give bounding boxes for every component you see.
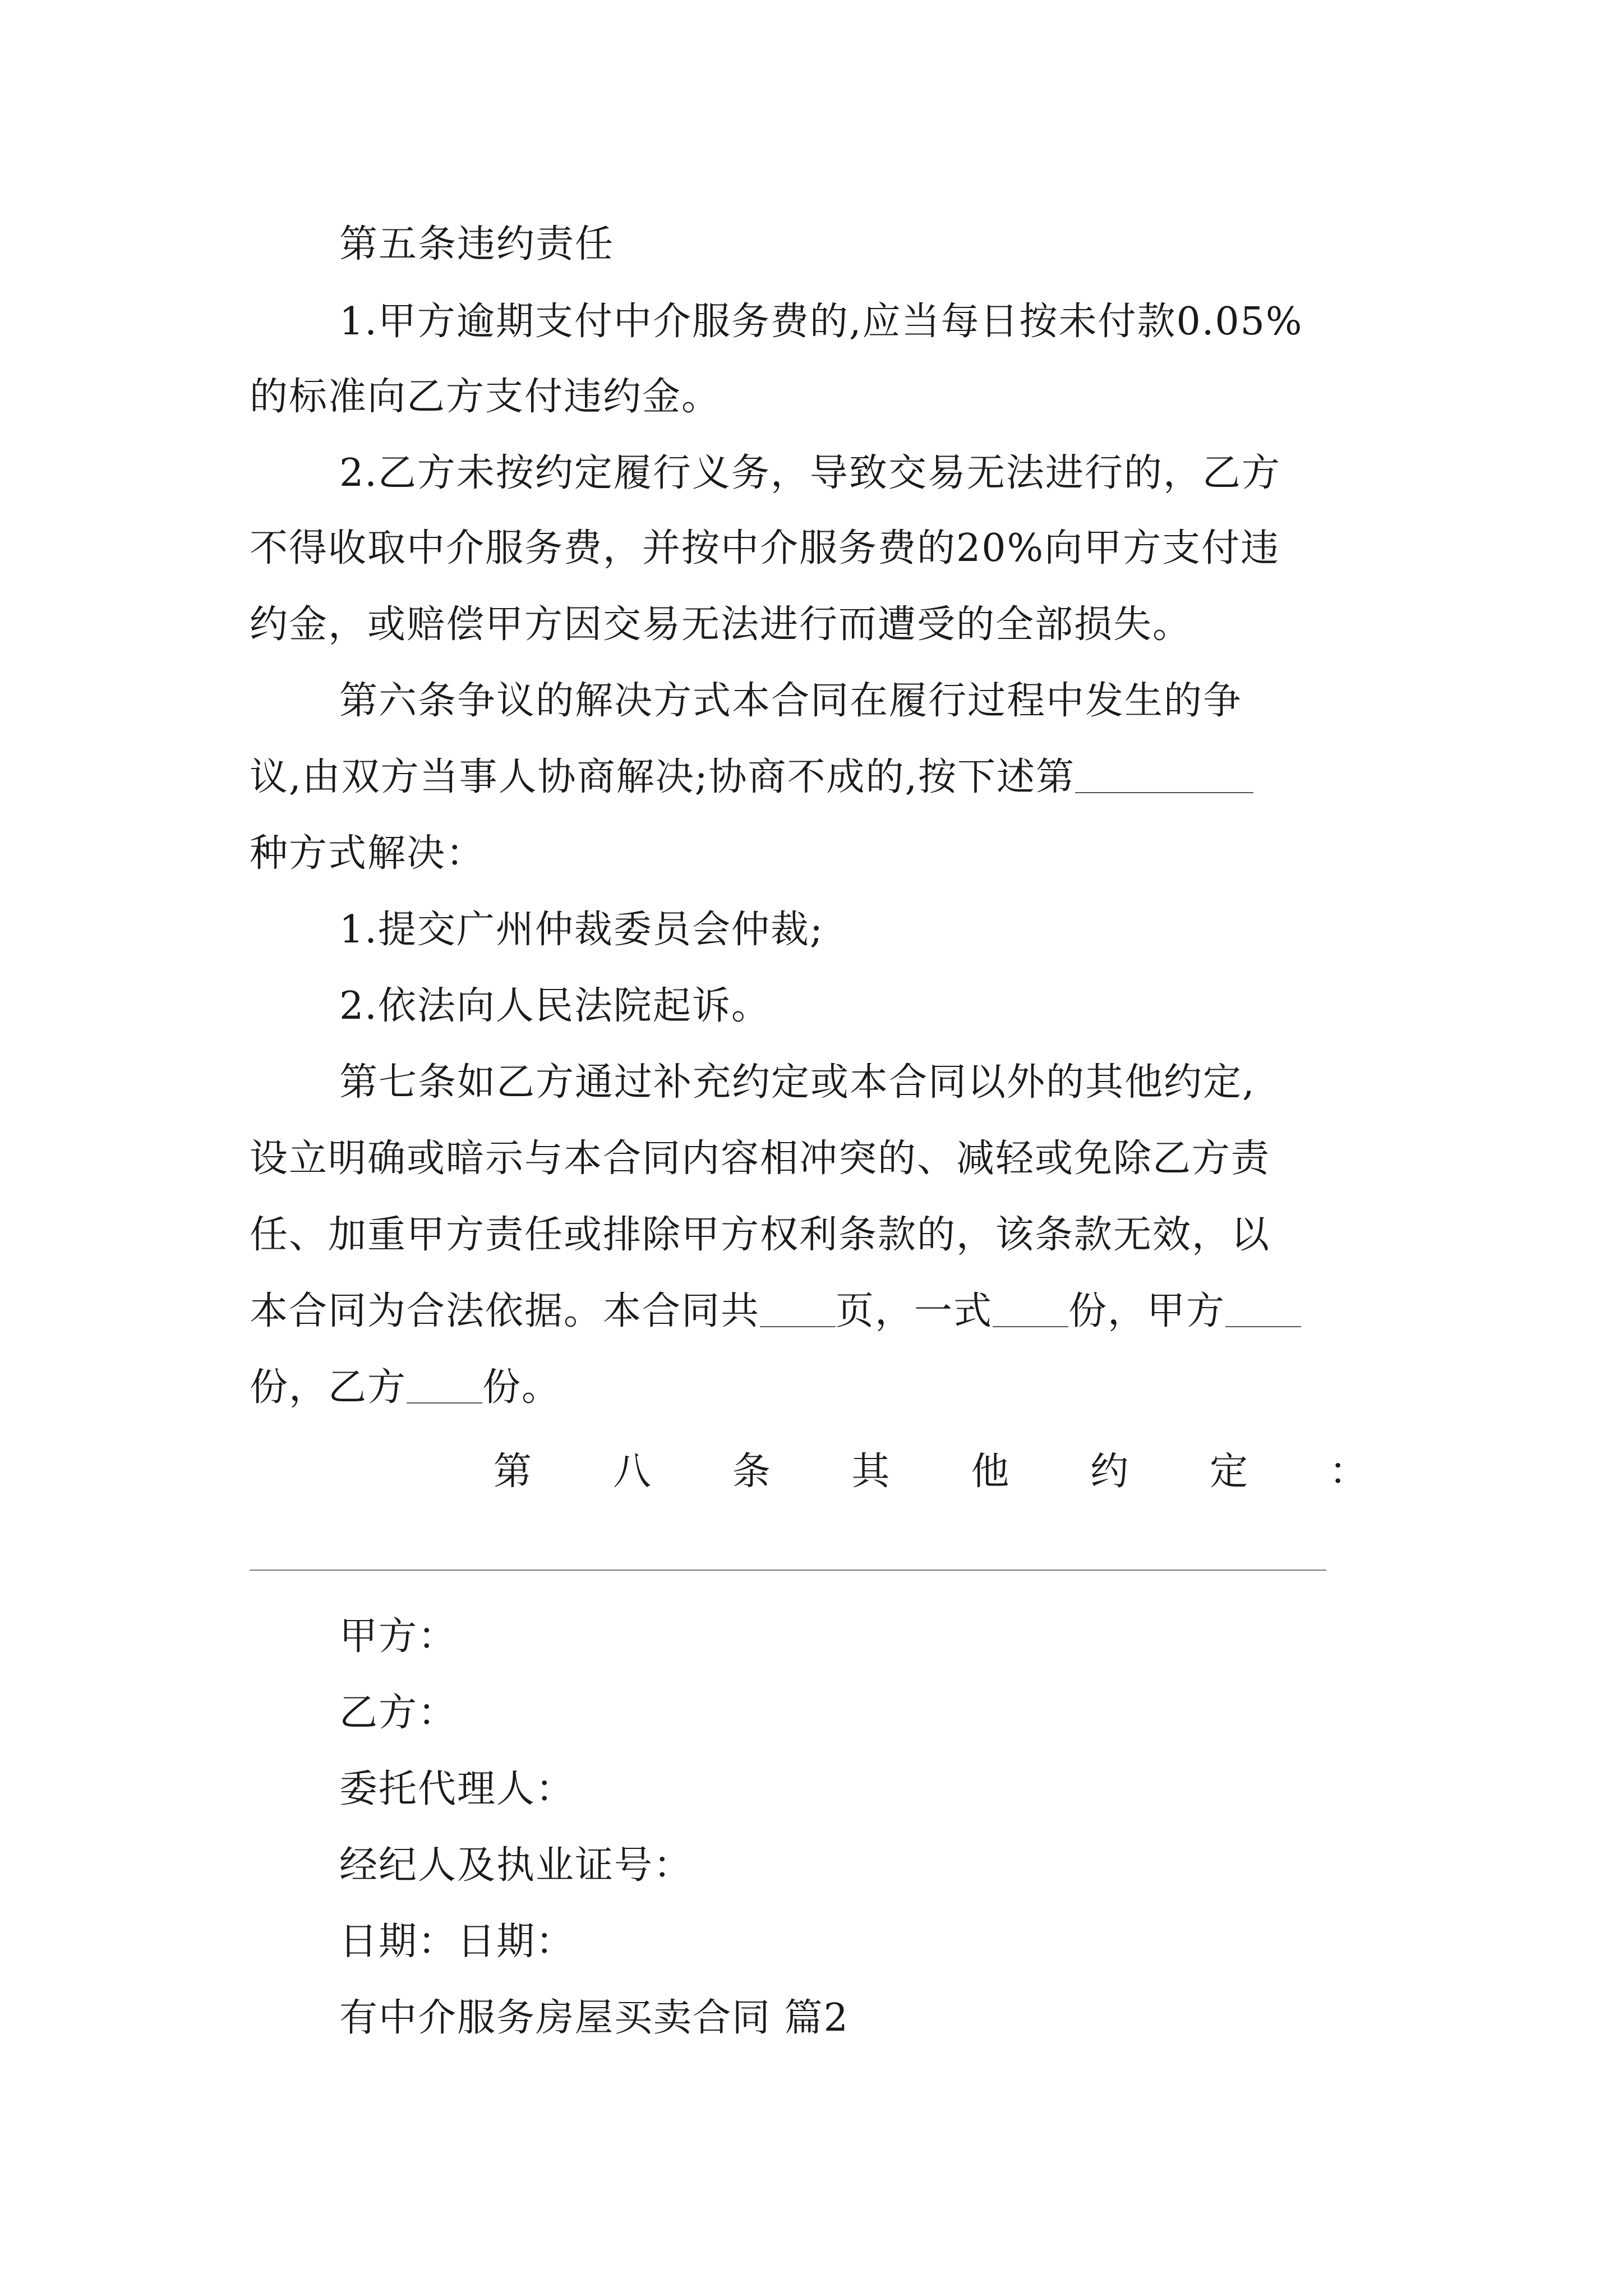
article7-line4-part1: 本合同为合法依据。本合同共 bbox=[250, 1289, 760, 1333]
article8-char: 第 bbox=[494, 1450, 566, 1494]
article6-line1: 第六条争议的解决方式本合同在履行过程中发生的争 bbox=[339, 679, 1243, 723]
signature-broker: 经纪人及执业证号： bbox=[339, 1843, 693, 1888]
article7-line5 bbox=[250, 1365, 1394, 1410]
party-a-copies-blank bbox=[1225, 1292, 1301, 1327]
article8-char: 其 bbox=[851, 1450, 925, 1494]
article8-char: 条 bbox=[732, 1450, 805, 1494]
article7-line5-part1: 份，乙方 bbox=[250, 1365, 407, 1410]
signature-dates: 日期：日期： bbox=[339, 1920, 575, 1964]
article8-char: 约 bbox=[1090, 1450, 1163, 1494]
article7-line4-part2: 页，一式 bbox=[836, 1289, 993, 1333]
article7-line1: 第七条如乙方通过补充约定或本合同以外的其他约定, bbox=[339, 1060, 1256, 1105]
copy-count-blank bbox=[993, 1292, 1068, 1327]
signature-agent: 委托代理人： bbox=[339, 1767, 575, 1811]
article8-char: 他 bbox=[971, 1450, 1044, 1494]
article7-line4 bbox=[250, 1289, 1394, 1333]
article7-line3: 任、加重甲方责任或排除甲方权利条款的，该条款无效，以 bbox=[250, 1213, 1271, 1257]
other-terms-blank-line bbox=[250, 1570, 1326, 1571]
article8-char: 八 bbox=[612, 1450, 686, 1494]
article6-line2 bbox=[250, 755, 1394, 799]
article6-option1: 1.提交广州仲裁委员会仲裁; bbox=[339, 908, 824, 952]
page-count-blank bbox=[760, 1292, 836, 1327]
article8-char: ： bbox=[1329, 1450, 1368, 1494]
article5-item2-line1: 2.乙方未按约定履行义务，导致交易无法进行的，乙方 bbox=[339, 451, 1281, 495]
article5-item2-line2: 不得收取中介服务费，并按中介服务费的20%向甲方支付违 bbox=[250, 526, 1280, 570]
article8-char: 定 bbox=[1210, 1450, 1283, 1494]
article5-item2-line3: 约金，或赔偿甲方因交易无法进行而遭受的全部损失。 bbox=[250, 602, 1192, 647]
article6-line3: 种方式解决： bbox=[250, 831, 486, 876]
article5-item1-line2: 的标准向乙方支付违约金。 bbox=[250, 375, 721, 419]
article5-item1-line1: 1.甲方逾期支付中介服务费的,应当每日按未付款0.05% bbox=[339, 300, 1303, 344]
article6-option2: 2.依法向人民法院起诉。 bbox=[339, 984, 771, 1028]
article7-line2: 设立明确或暗示与本合同内容相冲突的、减轻或免除乙方责 bbox=[250, 1137, 1271, 1181]
party-b-copies-blank bbox=[407, 1369, 482, 1404]
dispute-method-blank bbox=[1075, 758, 1253, 793]
article6-line2-text: 议,由双方当事人协商解决;协商不成的,按下述第 bbox=[250, 755, 1076, 799]
article7-line4-part3: 份，甲方 bbox=[1068, 1289, 1226, 1333]
article5-heading: 第五条违约责任 bbox=[339, 222, 615, 266]
article7-line5-part2: 份。 bbox=[482, 1365, 561, 1410]
signature-party-a: 甲方： bbox=[339, 1614, 458, 1659]
next-section-title: 有中介服务房屋买卖合同 篇2 bbox=[339, 1996, 849, 2040]
signature-party-b: 乙方： bbox=[339, 1691, 458, 1735]
article8-heading bbox=[494, 1450, 1368, 1494]
